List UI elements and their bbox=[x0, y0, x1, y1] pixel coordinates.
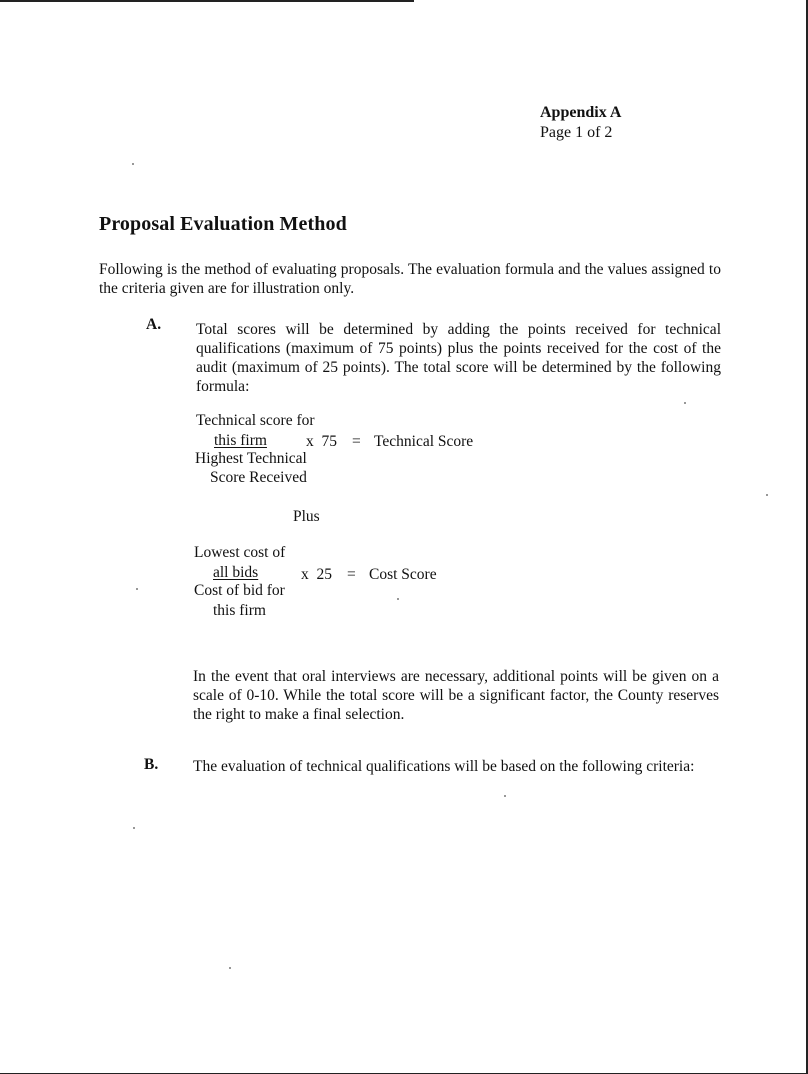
appendix-label: Appendix A bbox=[540, 104, 622, 121]
formula-technical-equals: = bbox=[352, 433, 361, 450]
scan-speck bbox=[133, 827, 135, 829]
intro-paragraph: Following is the method of evaluating proposals. The evaluation formula and the values assigned to the criteria given are for illustration only. bbox=[99, 261, 721, 297]
formula-cost-numerator: all bids bbox=[213, 564, 259, 581]
document-title: Proposal Evaluation Method bbox=[99, 213, 347, 235]
scan-speck bbox=[397, 598, 399, 600]
formula-technical-denominator2: Score Received bbox=[210, 469, 307, 486]
formula-technical-multiplier: x 75 bbox=[306, 433, 337, 450]
scan-top-edge-line bbox=[0, 0, 414, 2]
formula-cost-equals: = bbox=[347, 566, 356, 583]
formula-technical-line1: Technical score for bbox=[196, 412, 315, 429]
formula-cost-denominator2: this firm bbox=[213, 602, 266, 619]
section-b-label: B. bbox=[144, 756, 159, 773]
scan-speck bbox=[132, 163, 134, 165]
page-header bbox=[540, 103, 680, 143]
section-b-paragraph: The evaluation of technical qualifications will be based on the following criteria: bbox=[193, 758, 695, 775]
formula-cost-line1: Lowest cost of bbox=[194, 544, 286, 561]
scan-speck bbox=[136, 588, 138, 590]
formula-technical-result: Technical Score bbox=[374, 433, 474, 450]
section-a-label: A. bbox=[146, 316, 162, 333]
formula-technical-numerator: this firm bbox=[214, 432, 267, 449]
formula-technical-denominator1: Highest Technical bbox=[195, 450, 307, 467]
plus-label: Plus bbox=[293, 508, 320, 525]
formula-cost-denominator1: Cost of bid for bbox=[194, 582, 285, 599]
scan-speck bbox=[766, 494, 768, 496]
oral-interviews-paragraph: In the event that oral interviews are necessary, additional points will be given on a scale of 0-10. While the total score will be a significant factor, the County reserves the right to make a final selection. bbox=[193, 668, 719, 723]
scan-speck bbox=[504, 795, 506, 797]
scan-speck bbox=[684, 402, 686, 404]
formula-cost-multiplier: x 25 bbox=[301, 566, 332, 583]
page-number: Page 1 of 2 bbox=[540, 124, 613, 141]
scan-speck bbox=[229, 967, 231, 969]
formula-cost-result: Cost Score bbox=[369, 566, 437, 583]
section-a-paragraph: Total scores will be determined by adding the points received for technical qualifications (maximum of 75 points) plus the points received for the cost of the audit (maximum of 25 points). The total score will be determined by the following formula: bbox=[196, 321, 721, 395]
